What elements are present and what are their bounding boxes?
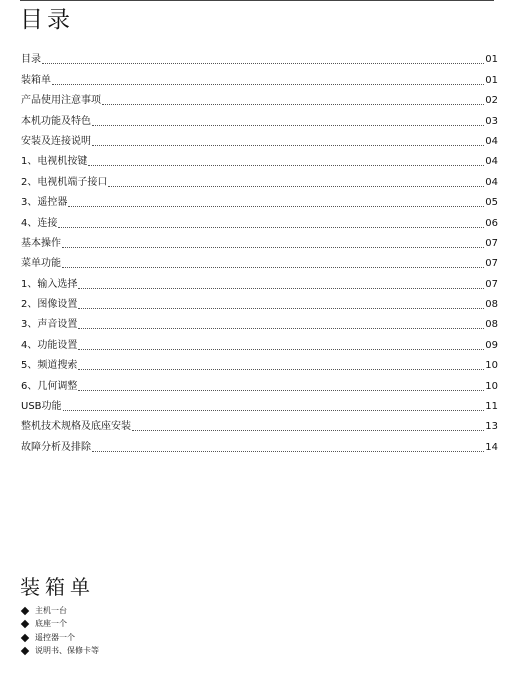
- packing-list-item: [21, 631, 99, 645]
- toc-dot-leader: [92, 144, 484, 146]
- toc-entry-page: 09: [485, 339, 498, 351]
- toc-entry-page: 07: [485, 258, 498, 270]
- toc-dot-leader: [108, 185, 484, 187]
- toc-entry-label: 产品使用注意事项: [21, 95, 101, 107]
- packing-item-text: 说明书、保修卡等: [35, 646, 99, 656]
- packing-list-item: [21, 645, 99, 659]
- diamond-bullet-icon: [21, 647, 29, 655]
- toc-entry[interactable]: [21, 67, 498, 87]
- toc-entry-label: 6、几何调整: [21, 380, 78, 392]
- toc-dot-leader: [92, 124, 484, 126]
- toc-dot-leader: [78, 368, 484, 370]
- toc-entry-label: 4、连接: [21, 217, 58, 229]
- toc-dot-leader: [92, 450, 484, 452]
- toc-dot-leader: [62, 266, 484, 268]
- toc-entry-page: 10: [485, 360, 498, 372]
- toc-entry[interactable]: [21, 210, 498, 230]
- toc-entry-label: 3、声音设置: [21, 319, 78, 331]
- toc-dot-leader: [62, 246, 484, 248]
- diamond-bullet-icon: [21, 620, 29, 628]
- toc-entry[interactable]: [21, 47, 498, 67]
- toc-entry-page: 07: [485, 278, 498, 290]
- toc-entry[interactable]: [21, 169, 498, 189]
- toc-entry[interactable]: [21, 129, 498, 149]
- toc-dot-leader: [132, 429, 484, 431]
- toc-entry-page: 03: [485, 115, 498, 127]
- toc-entry-label: 1、输入选择: [21, 278, 78, 290]
- toc-entry-page: 05: [485, 197, 498, 209]
- toc-entry-label: 2、图像设置: [21, 299, 78, 311]
- toc-entry[interactable]: [21, 231, 498, 251]
- toc-dot-leader: [42, 62, 484, 64]
- toc-dot-leader: [102, 103, 484, 105]
- toc-list: [21, 47, 498, 455]
- diamond-bullet-icon: [21, 607, 29, 615]
- toc-entry-page: 04: [485, 176, 498, 188]
- packing-list-title: 装箱单: [20, 575, 95, 599]
- toc-dot-leader: [78, 287, 484, 289]
- toc-entry[interactable]: [21, 149, 498, 169]
- toc-dot-leader: [58, 226, 484, 228]
- toc-entry[interactable]: [21, 434, 498, 454]
- toc-entry-label: 2、电视机端子接口: [21, 176, 108, 188]
- toc-entry-page: 11: [485, 401, 498, 413]
- toc-entry-label: 本机功能及特色: [21, 115, 91, 127]
- toc-entry-label: 目录: [21, 54, 41, 66]
- toc-entry-label: 菜单功能: [21, 258, 61, 270]
- toc-dot-leader: [78, 348, 484, 350]
- toc-dot-leader: [68, 205, 484, 207]
- toc-entry-label: 基本操作: [21, 237, 61, 249]
- packing-list: [21, 604, 99, 658]
- toc-entry-page: 14: [485, 441, 498, 453]
- toc-entry[interactable]: [21, 332, 498, 352]
- toc-entry-label: 装箱单: [21, 74, 51, 86]
- toc-entry-page: 02: [485, 95, 498, 107]
- toc-dot-leader: [78, 327, 484, 329]
- toc-entry[interactable]: [21, 108, 498, 128]
- toc-dot-leader: [78, 307, 484, 309]
- toc-entry-page: 01: [485, 54, 498, 66]
- packing-item-text: 遥控器一个: [35, 632, 75, 642]
- toc-entry-page: 08: [485, 319, 498, 331]
- packing-item-text: 底座一个: [35, 619, 67, 629]
- toc-entry[interactable]: [21, 271, 498, 291]
- toc-entry-label: 3、遥控器: [21, 197, 68, 209]
- toc-entry[interactable]: [21, 394, 498, 414]
- toc-entry-label: USB功能: [21, 401, 62, 413]
- toc-entry-page: 04: [485, 156, 498, 168]
- toc-entry-label: 安装及连接说明: [21, 135, 91, 147]
- toc-entry-label: 整机技术规格及底座安装: [21, 421, 131, 433]
- toc-entry-label: 1、电视机按键: [21, 156, 88, 168]
- toc-entry-page: 08: [485, 299, 498, 311]
- top-rule: [20, 0, 494, 1]
- toc-entry-page: 06: [485, 217, 498, 229]
- toc-entry-label: 5、频道搜索: [21, 360, 78, 372]
- toc-entry[interactable]: [21, 373, 498, 393]
- toc-dot-leader: [63, 409, 485, 411]
- toc-dot-leader: [88, 164, 484, 166]
- packing-item-text: 主机一台: [35, 605, 67, 615]
- toc-entry-page: 10: [485, 380, 498, 392]
- packing-list-item: [21, 604, 99, 618]
- toc-entry-label: 故障分析及排除: [21, 441, 91, 453]
- packing-list-item: [21, 618, 99, 632]
- toc-entry-page: 04: [485, 135, 498, 147]
- toc-entry[interactable]: [21, 312, 498, 332]
- toc-dot-leader: [52, 83, 484, 85]
- toc-entry-label: 4、功能设置: [21, 339, 78, 351]
- toc-title: 目录: [20, 7, 74, 33]
- toc-entry-page: 01: [485, 74, 498, 86]
- toc-entry[interactable]: [21, 292, 498, 312]
- toc-entry-page: 07: [485, 237, 498, 249]
- toc-entry[interactable]: [21, 353, 498, 373]
- toc-dot-leader: [78, 389, 484, 391]
- toc-entry[interactable]: [21, 251, 498, 271]
- toc-entry[interactable]: [21, 88, 498, 108]
- toc-entry-page: 13: [485, 421, 498, 433]
- toc-entry[interactable]: [21, 414, 498, 434]
- diamond-bullet-icon: [21, 634, 29, 642]
- toc-entry[interactable]: [21, 190, 498, 210]
